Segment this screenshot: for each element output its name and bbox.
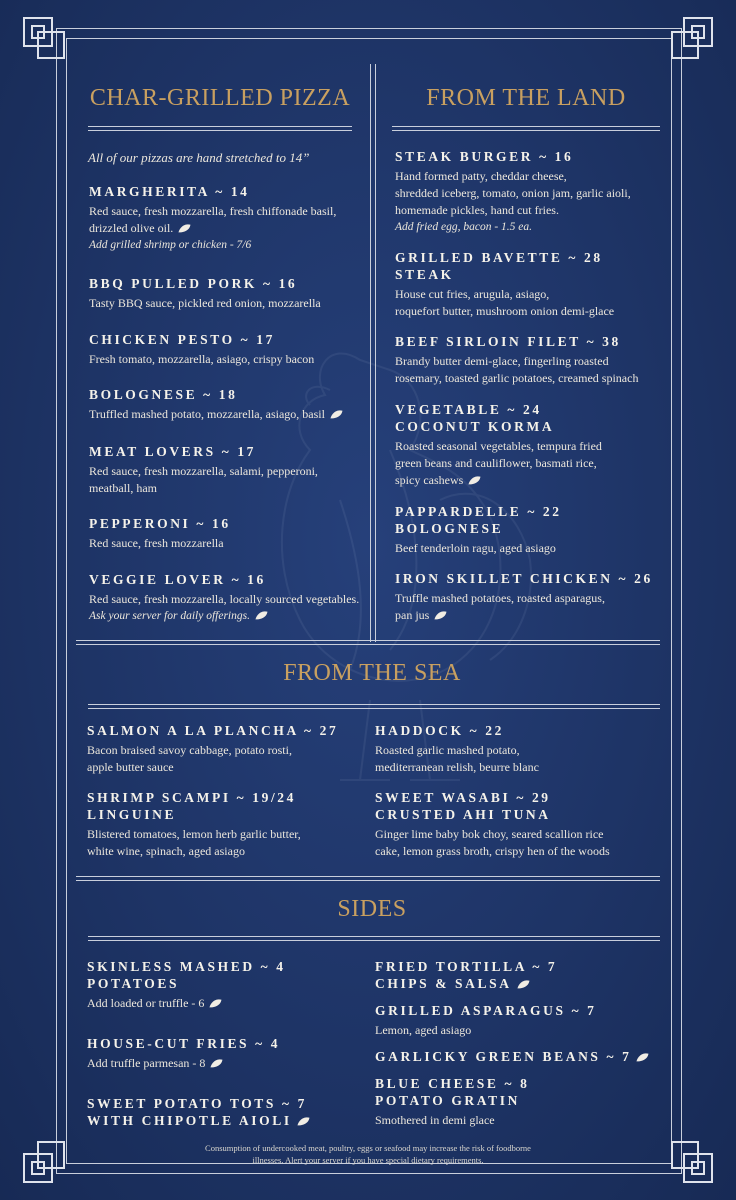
item-title: CRUSTED AHI TUNA <box>375 807 551 822</box>
item-desc: roquefort butter, mushroom onion demi-glace <box>395 304 615 318</box>
item-desc: Brandy butter demi-glace, fingerling roasted <box>395 354 609 368</box>
menu-item-house-cut-fries <box>87 1035 280 1072</box>
item-title: GARLICKY GREEN BEANS ~ 7 <box>375 1049 632 1064</box>
menu-item-beef-sirloin-filet <box>395 333 638 387</box>
item-title: POTATOES <box>87 976 180 991</box>
item-desc: Ginger lime baby bok choy, seared scallion rice <box>375 827 604 841</box>
item-title: BBQ PULLED PORK ~ 16 <box>89 276 298 291</box>
item-title: HOUSE-CUT FRIES ~ 4 <box>87 1036 281 1051</box>
item-desc: Red sauce, fresh mozzarella, fresh chiffonade basil, <box>89 204 337 218</box>
corner-ornament-icon <box>22 1140 66 1184</box>
item-title: IRON SKILLET CHICKEN ~ 26 <box>395 571 653 586</box>
item-title: STEAK BURGER ~ 16 <box>395 149 574 164</box>
menu-item-garlicky-green-beans <box>375 1048 649 1065</box>
leaf-icon <box>210 1059 223 1068</box>
item-title: HADDOCK ~ 22 <box>375 723 504 738</box>
menu-item-iron-skillet-chicken <box>395 570 653 624</box>
menu-item-fried-tortilla-chips <box>375 958 557 992</box>
item-title: LINGUINE <box>87 807 177 822</box>
item-desc: drizzled olive oil. <box>89 221 174 235</box>
menu-item-bbq-pulled-pork <box>89 275 321 312</box>
pizza-heading-rule <box>88 126 352 131</box>
menu-item-grilled-bavette-steak <box>395 249 614 320</box>
menu-item-grilled-asparagus <box>375 1002 597 1039</box>
menu-item-steak-burger <box>395 148 631 236</box>
leaf-icon <box>468 476 481 485</box>
item-desc: Truffled mashed potato, mozzarella, asiago, basil <box>89 407 325 421</box>
item-desc: Truffle mashed potatoes, roasted asparagus, <box>395 591 605 605</box>
item-desc: Red sauce, fresh mozzarella, salami, pepperoni, <box>89 464 318 478</box>
menu-item-haddock <box>375 722 539 776</box>
menu-item-shrimp-scampi-linguine <box>87 789 301 860</box>
item-title: STEAK <box>395 267 454 282</box>
item-desc: green beans and cauliflower, basmati rice, <box>395 456 597 470</box>
item-desc: Smothered in demi glace <box>375 1113 495 1127</box>
item-title: COCONUT KORMA <box>395 419 555 434</box>
disclaimer-line: Consumption of undercooked meat, poultry, eggs or seafood may increase the risk of foodborne <box>205 1143 531 1153</box>
menu-item-pepperoni <box>89 515 231 552</box>
item-title: POTATO GRATIN <box>375 1093 520 1108</box>
item-desc: Add loaded or truffle - 6 <box>87 996 205 1010</box>
item-title: SWEET WASABI ~ 29 <box>375 790 551 805</box>
item-desc: Beef tenderloin ragu, aged asiago <box>395 541 556 555</box>
menu-item-chicken-pesto <box>89 331 314 368</box>
item-title: MARGHERITA ~ 14 <box>89 184 250 199</box>
corner-ornament-icon <box>670 16 714 60</box>
sides-heading: SIDES <box>337 896 407 922</box>
menu-item-skinless-mashed-potatoes <box>87 958 286 1012</box>
corner-ornament-icon <box>22 16 66 60</box>
leaf-icon <box>297 1117 310 1126</box>
item-title: BLUE CHEESE ~ 8 <box>375 1076 530 1091</box>
leaf-icon <box>636 1053 649 1062</box>
item-desc: mediterranean relish, beurre blanc <box>375 760 539 774</box>
item-desc: Hand formed patty, cheddar cheese, <box>395 169 567 183</box>
menu-item-pappardelle-bolognese <box>395 503 562 557</box>
item-title: CHICKEN PESTO ~ 17 <box>89 332 275 347</box>
item-title: GRILLED ASPARAGUS ~ 7 <box>375 1003 597 1018</box>
pizza-intro: All of our pizzas are hand stretched to 14” <box>88 150 310 165</box>
item-desc: Bacon braised savoy cabbage, potato rosti, <box>87 743 292 757</box>
menu-item-meat-lovers <box>89 443 318 497</box>
menu-item-sweet-wasabi-ahi-tuna <box>375 789 610 860</box>
item-desc: apple butter sauce <box>87 760 174 774</box>
sea-heading: FROM THE SEA <box>283 660 461 686</box>
item-title: VEGETABLE ~ 24 <box>395 402 542 417</box>
item-title: SHRIMP SCAMPI ~ 19/24 <box>87 790 296 805</box>
item-desc: rosemary, toasted garlic potatoes, creamed spinach <box>395 371 639 385</box>
item-title: CHIPS & SALSA <box>375 976 512 991</box>
item-title: GRILLED BAVETTE ~ 28 <box>395 250 603 265</box>
item-title: VEGGIE LOVER ~ 16 <box>89 572 266 587</box>
pizza-heading: CHAR-GRILLED PIZZA <box>89 85 351 111</box>
leaf-icon <box>330 410 343 419</box>
land-heading: FROM THE LAND <box>426 85 626 111</box>
item-desc: Red sauce, fresh mozzarella <box>89 536 224 550</box>
item-title: BOLOGNESE ~ 18 <box>89 387 238 402</box>
menu-item-blue-cheese-potato-gratin <box>375 1075 529 1129</box>
menu-item-vegetable-coconut-korma <box>395 401 602 489</box>
item-title: SKINLESS MASHED ~ 4 <box>87 959 286 974</box>
leaf-icon <box>178 224 191 233</box>
item-title: PEPPERONI ~ 16 <box>89 516 231 531</box>
item-desc: spicy cashews <box>395 473 464 487</box>
item-desc: cake, lemon grass broth, crispy hen of the woods <box>375 844 610 858</box>
leaf-icon <box>255 611 268 620</box>
item-desc: Lemon, aged asiago <box>375 1023 472 1037</box>
menu-item-veggie-lover <box>89 571 359 625</box>
item-title: BEEF SIRLOIN FILET ~ 38 <box>395 334 621 349</box>
menu-item-salmon-a-la-plancha <box>87 722 338 776</box>
leaf-icon <box>434 611 447 620</box>
item-title: SWEET POTATO TOTS ~ 7 <box>87 1096 307 1111</box>
item-title: FRIED TORTILLA ~ 7 <box>375 959 558 974</box>
sea-heading-rule <box>88 704 660 709</box>
item-desc: homemade pickles, hand cut fries. <box>395 203 559 217</box>
item-desc: shredded iceberg, tomato, onion jam, garlic aioli, <box>395 186 631 200</box>
item-desc: pan jus <box>395 608 430 622</box>
item-desc: Tasty BBQ sauce, pickled red onion, mozzarella <box>89 296 321 310</box>
sides-heading-rule <box>88 936 660 941</box>
corner-ornament-icon <box>670 1140 714 1184</box>
item-title: PAPPARDELLE ~ 22 <box>395 504 562 519</box>
item-desc: white wine, spinach, aged asiago <box>87 844 245 858</box>
leaf-icon <box>517 980 530 989</box>
menu-item-sweet-potato-tots <box>87 1095 310 1129</box>
item-desc: Add truffle parmesan - 8 <box>87 1056 206 1070</box>
item-desc: meatball, ham <box>89 481 157 495</box>
item-note: Add fried egg, bacon - 1.5 ea. <box>395 221 533 233</box>
section-divider-rule <box>76 876 660 881</box>
land-heading-rule <box>392 126 660 131</box>
item-desc: Blistered tomatoes, lemon herb garlic butter, <box>87 827 301 841</box>
item-note: Ask your server for daily offerings. <box>89 610 250 622</box>
item-desc: Roasted garlic mashed potato, <box>375 743 520 757</box>
item-desc: House cut fries, arugula, asiago, <box>395 287 550 301</box>
allergy-disclaimer <box>150 1142 586 1166</box>
item-title: BOLOGNESE <box>395 521 504 536</box>
item-desc: Roasted seasonal vegetables, tempura fried <box>395 439 602 453</box>
menu-item-margherita <box>89 183 336 254</box>
menu-item-bolognese-pizza <box>89 386 343 423</box>
item-title: MEAT LOVERS ~ 17 <box>89 444 257 459</box>
item-desc: Fresh tomato, mozzarella, asiago, crispy bacon <box>89 352 315 366</box>
column-divider <box>370 64 376 642</box>
section-divider-rule <box>76 640 660 645</box>
disclaimer-line: illnesses. Alert your server if you have special dietary requirements. <box>252 1155 484 1165</box>
item-desc: Red sauce, fresh mozzarella, locally sourced vegetables. <box>89 592 360 606</box>
leaf-icon <box>209 999 222 1008</box>
item-note: Add grilled shrimp or chicken - 7/6 <box>89 239 252 251</box>
item-title: WITH CHIPOTLE AIOLI <box>87 1113 292 1128</box>
item-title: SALMON A LA PLANCHA ~ 27 <box>87 723 339 738</box>
